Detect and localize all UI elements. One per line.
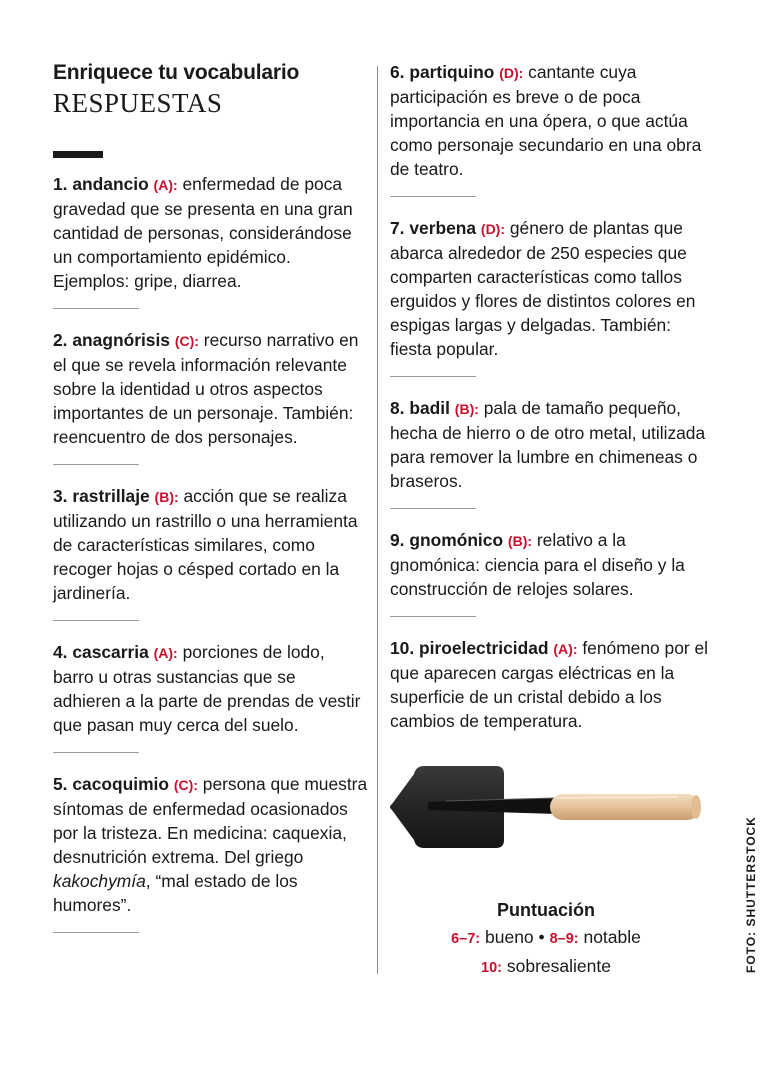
scoring-title: Puntuación <box>497 900 595 920</box>
entry-definition: relativo a la gnomónica: ciencia para el diseño y la construcción de relojes solares. <box>390 530 685 599</box>
answer-entry-4 <box>53 640 368 737</box>
entry-number: 3. <box>53 486 68 506</box>
score-label: bueno <box>485 927 534 947</box>
entry-number: 4. <box>53 642 68 662</box>
title-rule <box>53 151 103 158</box>
entry-separator <box>53 932 139 933</box>
entry-word: anagnórisis <box>72 330 170 350</box>
entry-definition: recurso narrativo en el que se revela información relevante sobre la identidad u otros aspectos importantes de un personaje. También: reencuentro de dos personajes. <box>53 330 359 447</box>
entry-option: (B): <box>507 533 533 549</box>
answer-entry-7 <box>390 216 710 361</box>
entry-number: 5. <box>53 774 68 794</box>
entry-number: 9. <box>390 530 405 550</box>
photo-credit: FOTO: SHUTTERSTOCK <box>744 816 758 973</box>
answer-entry-3 <box>53 484 368 605</box>
entry-option: (B): <box>454 401 479 417</box>
entry-number: 10. <box>390 638 415 658</box>
entry-option: (C): <box>174 333 199 349</box>
answer-entry-6 <box>390 60 710 181</box>
answer-entry-2 <box>53 328 368 449</box>
entry-option: (A): <box>153 177 178 193</box>
entry-definition-italic: kakochymía <box>53 871 146 891</box>
entry-definition-end: , “mal estado de los humores”. <box>53 871 298 915</box>
entry-separator <box>53 752 139 753</box>
entry-separator <box>53 620 139 621</box>
entry-number: 1. <box>53 174 68 194</box>
entry-option: (D): <box>480 221 506 237</box>
entry-option: (A): <box>153 645 178 661</box>
entry-definition: género de plantas que abarca alrededor de 250 especies que comparten características como tallos erguidos y flores de distintos colores en espigas largas y delgadas. También: fiesta popular. <box>390 218 696 359</box>
answer-entry-9 <box>390 528 710 601</box>
answer-entry-1 <box>53 172 368 293</box>
scoring-line-2 <box>400 953 692 982</box>
entry-option: (B): <box>154 489 179 505</box>
score-range: 10: <box>481 960 502 976</box>
entry-separator <box>53 308 139 309</box>
page-subtitle: RESPUESTAS <box>53 88 223 118</box>
entry-definition: porciones de lodo, barro u otras sustancias que se adhieren a la parte de prendas de vestir que pasan muy cerca del suelo. <box>53 642 361 735</box>
entry-word: partiquino <box>409 62 495 82</box>
entry-word: cascarria <box>72 642 149 662</box>
score-label: notable <box>583 927 641 947</box>
entry-option: (A): <box>553 641 578 657</box>
score-label: sobresaliente <box>506 956 611 976</box>
entry-definition: persona que muestra síntomas de enfermedad ocasionados por la tristeza. En medicina: caquexia, desnutrición extrema. Del griego <box>53 774 368 867</box>
entry-option: (C): <box>173 777 198 793</box>
entry-separator <box>390 508 476 509</box>
entry-definition: enfermedad de poca gravedad que se presenta en una gran cantidad de personas, considerándose un comportamiento epidémico. Ejemplos: gripe, diarrea. <box>53 174 353 291</box>
column-divider <box>377 66 378 974</box>
entry-definition: pala de tamaño pequeño, hecha de hierro o de otro metal, utilizada para remover la lumbre en chimeneas o braseros. <box>390 398 706 491</box>
scoring-line-1 <box>400 924 692 953</box>
entry-separator <box>53 464 139 465</box>
entry-separator <box>390 376 476 377</box>
entry-word: cacoquimio <box>72 774 169 794</box>
entry-number: 7. <box>390 218 405 238</box>
entry-word: rastrillaje <box>72 486 150 506</box>
entry-separator <box>390 616 476 617</box>
scoring-box <box>400 897 692 982</box>
right-column <box>390 60 710 733</box>
entry-separator <box>390 196 476 197</box>
entry-definition: cantante cuya participación es breve o de poca importancia en una ópera, o que actúa como personaje secundario en una obra de teatro. <box>390 62 702 179</box>
shovel-icon <box>388 752 708 882</box>
entry-definition: fenómeno por el que aparecen cargas eléctricas en la superficie de un cristal debido a los cambios de temperatura. <box>390 638 709 731</box>
page-title: Enriquece tu vocabulario <box>53 61 300 84</box>
entry-option: (D): <box>499 65 524 81</box>
entry-number: 2. <box>53 330 68 350</box>
answer-entry-8 <box>390 396 710 493</box>
answer-entry-10 <box>390 636 710 733</box>
entry-word: badil <box>409 398 450 418</box>
entry-word: piroelectricidad <box>419 638 549 658</box>
score-range: 6–7: <box>451 931 481 947</box>
entry-word: verbena <box>409 218 477 238</box>
entry-number: 6. <box>390 62 405 82</box>
bullet-icon: • <box>538 927 545 947</box>
entry-word: andancio <box>72 174 149 194</box>
answer-entry-5 <box>53 772 368 917</box>
entry-word: gnomónico <box>409 530 504 550</box>
score-range: 8–9: <box>549 931 579 947</box>
entry-number: 8. <box>390 398 405 418</box>
left-column <box>53 60 368 952</box>
entry-definition: acción que se realiza utilizando un rastrillo o una herramienta de características similares, como recoger hojas o césped cortado en la jardinería. <box>53 486 358 603</box>
